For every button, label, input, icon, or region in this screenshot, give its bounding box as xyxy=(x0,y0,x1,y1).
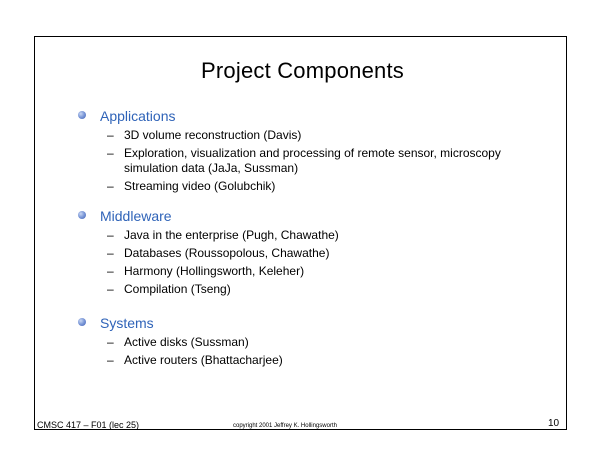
dash-marker: – xyxy=(107,246,114,260)
section-heading xyxy=(78,107,538,125)
dash-marker: – xyxy=(107,146,114,160)
section-label-systems: Systems xyxy=(100,315,154,331)
bullet-icon xyxy=(78,211,86,219)
list-item-text: 3D volume reconstruction (Davis) xyxy=(124,128,302,142)
page-number: 10 xyxy=(548,418,560,429)
sub-list xyxy=(78,335,538,368)
dash-marker: – xyxy=(107,353,114,367)
section-label-middleware: Middleware xyxy=(100,208,172,224)
dash-marker: – xyxy=(107,282,114,296)
dash-marker: – xyxy=(107,128,114,142)
list-item-text: Streaming video (Golubchik) xyxy=(124,179,276,193)
dash-marker: – xyxy=(107,264,114,278)
list-item xyxy=(78,353,538,368)
list-item-text: Exploration, visualization and processing of remote sensor, microscopy simulation data (JaJa, Sussman) xyxy=(124,146,501,175)
section-applications xyxy=(78,107,538,197)
list-item-text: Active routers (Bhattacharjee) xyxy=(124,353,283,367)
bullet-icon xyxy=(78,111,86,119)
sub-list xyxy=(78,128,538,194)
dash-marker: – xyxy=(107,179,114,193)
list-item xyxy=(78,246,538,261)
list-item-text: Java in the enterprise (Pugh, Chawathe) xyxy=(124,228,339,242)
section-middleware xyxy=(78,207,538,300)
list-item-text: Harmony (Hollingsworth, Keleher) xyxy=(124,264,305,278)
dash-marker: – xyxy=(107,228,114,242)
section-label-applications: Applications xyxy=(100,108,176,124)
list-item xyxy=(78,282,538,297)
list-item xyxy=(78,179,538,194)
section-heading xyxy=(78,314,538,332)
list-item-text: Compilation (Tseng) xyxy=(124,282,231,296)
list-item xyxy=(78,146,538,176)
footer-copyright: copyright 2001 Jeffrey K. Hollingsworth xyxy=(233,423,337,429)
list-item xyxy=(78,264,538,279)
sub-list xyxy=(78,228,538,297)
list-item xyxy=(78,228,538,243)
list-item xyxy=(78,128,538,143)
slide-title: Project Components xyxy=(201,58,404,83)
list-item xyxy=(78,335,538,350)
section-heading xyxy=(78,207,538,225)
footer-course: CMSC 417 – F01 (lec 25) xyxy=(37,420,140,430)
bullet-icon xyxy=(78,318,86,326)
dash-marker: – xyxy=(107,335,114,349)
list-item-text: Databases (Roussopolous, Chawathe) xyxy=(124,246,330,260)
list-item-text: Active disks (Sussman) xyxy=(124,335,249,349)
section-systems xyxy=(78,314,538,371)
